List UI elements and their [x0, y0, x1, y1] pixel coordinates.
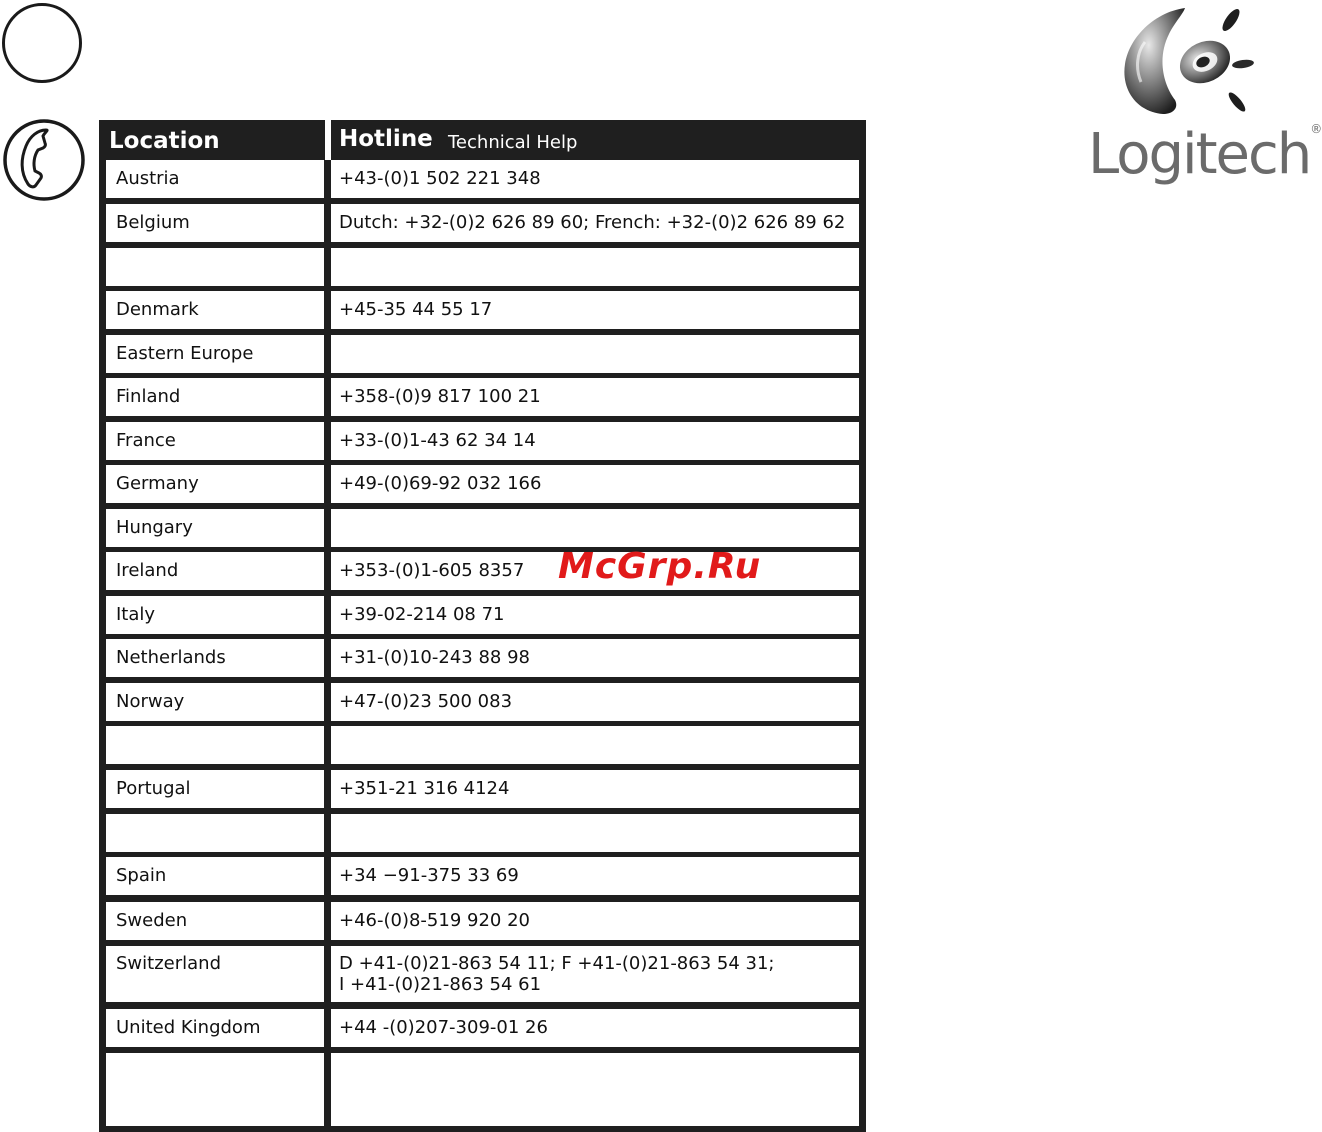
location-text: Germany: [116, 473, 199, 494]
hotline-cell: [331, 335, 859, 373]
location-cell: [106, 1053, 324, 1126]
hotline-cell: [331, 378, 859, 416]
hotline-text: +44 -(0)207-309-01 26: [339, 1017, 548, 1038]
location-text: Hungary: [116, 517, 193, 538]
location-text: Netherlands: [116, 647, 226, 668]
hotline-cell: [331, 683, 859, 721]
location-cell: [106, 726, 324, 764]
location-cell: [106, 335, 324, 373]
location-cell: [106, 204, 324, 242]
location-text: Finland: [116, 386, 181, 407]
hotline-cell: [331, 857, 859, 895]
hotline-text: +45-35 44 55 17: [339, 299, 493, 320]
location-cell: [106, 814, 324, 852]
technical-help-header: Technical Help: [448, 132, 578, 153]
hotline-cell: [331, 596, 859, 634]
hotline-cell: [331, 1009, 859, 1047]
location-cell: [106, 639, 324, 677]
location-cell: [106, 160, 324, 198]
location-cell: [106, 857, 324, 895]
location-cell: [106, 596, 324, 634]
location-cell: [106, 378, 324, 416]
location-cell: [106, 552, 324, 590]
location-text: Ireland: [116, 560, 179, 581]
hotline-text: D +41-(0)21-863 54 11; F +41-(0)21-863 54 31;: [339, 953, 775, 974]
hotline-cell: [331, 814, 859, 852]
hotline-cell: [331, 509, 859, 547]
hotline-text: +358-(0)9 817 100 21: [339, 386, 541, 407]
hotline-table: [99, 120, 866, 1132]
location-header: Location: [109, 128, 220, 154]
hotline-cell: [331, 1053, 859, 1126]
hotline-text: +39-02-214 08 71: [339, 604, 505, 625]
hotline-text: +353-(0)1-605 8357: [339, 560, 525, 581]
blank-circle-icon: [2, 3, 82, 83]
hotline-cell: [331, 465, 859, 503]
hotline-text: +43-(0)1 502 221 348: [339, 168, 541, 189]
location-text: Austria: [116, 168, 180, 189]
header-divider: [325, 120, 331, 160]
hotline-text: +31-(0)10-243 88 98: [339, 647, 530, 668]
location-text: France: [116, 430, 176, 451]
hotline-text: +33-(0)1-43 62 34 14: [339, 430, 536, 451]
location-cell: [106, 1009, 324, 1047]
hotline-cell: [331, 422, 859, 460]
hotline-cell: [331, 639, 859, 677]
hotline-text: +34 −91-375 33 69: [339, 865, 519, 886]
location-text: Sweden: [116, 910, 188, 931]
location-cell: [106, 465, 324, 503]
location-cell: [106, 422, 324, 460]
location-text: Spain: [116, 865, 167, 886]
location-text: Italy: [116, 604, 156, 625]
hotline-cell: [331, 946, 859, 1002]
location-text: Denmark: [116, 299, 199, 320]
watermark: McGrp.Ru: [558, 546, 762, 587]
hotline-text: +46-(0)8-519 920 20: [339, 910, 530, 931]
location-text: Eastern Europe: [116, 343, 254, 364]
hotline-cell: [331, 770, 859, 808]
hotline-cell: [331, 160, 859, 198]
hotline-cell: [331, 902, 859, 940]
hotline-text: Dutch: +32-(0)2 626 89 60; French: +32-(0)2 626 89 62: [339, 212, 846, 233]
location-text: Portugal: [116, 778, 191, 799]
hotline-text-line2: I +41-(0)21-863 54 61: [339, 974, 542, 995]
location-text: Belgium: [116, 212, 190, 233]
location-text: Switzerland: [116, 953, 221, 974]
location-cell: [106, 509, 324, 547]
logitech-wordmark: Logitech®: [1088, 122, 1322, 187]
location-text: United Kingdom: [116, 1017, 261, 1038]
location-text: Norway: [116, 691, 185, 712]
location-cell: [106, 291, 324, 329]
location-cell: [106, 770, 324, 808]
hotline-header: Hotline: [339, 126, 433, 152]
location-cell: [106, 946, 324, 1002]
hotline-cell: [331, 726, 859, 764]
hotline-cell: [331, 248, 859, 286]
location-cell: [106, 902, 324, 940]
hotline-text: +49-(0)69-92 032 166: [339, 473, 542, 494]
hotline-text: +351-21 316 4124: [339, 778, 510, 799]
hotline-cell: [331, 291, 859, 329]
hotline-cell: [331, 204, 859, 242]
hotline-text: +47-(0)23 500 083: [339, 691, 513, 712]
location-cell: [106, 248, 324, 286]
registered-mark: ®: [1310, 122, 1322, 136]
location-cell: [106, 683, 324, 721]
phone-icon: [2, 118, 86, 202]
